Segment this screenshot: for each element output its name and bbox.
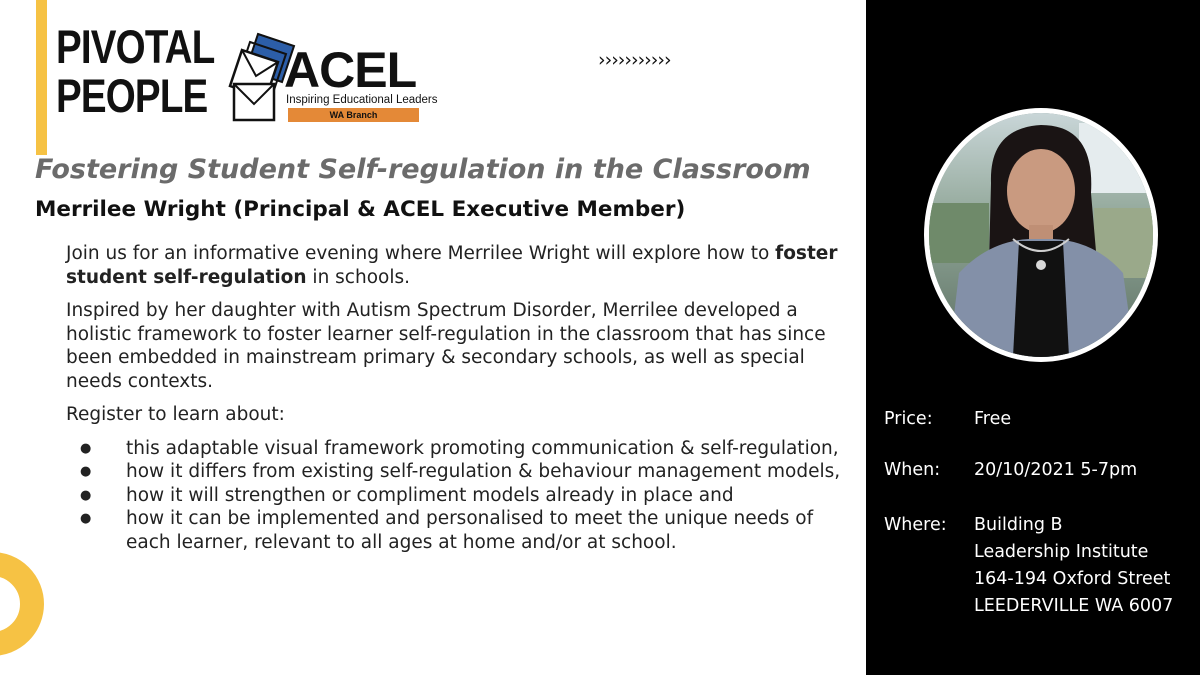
intro-text-start: Join us for an informative evening where Merrilee Wright will explore how to <box>66 243 776 264</box>
price-label: Price: <box>884 409 933 429</box>
chevron-decoration: ››››››››››› <box>598 49 671 71</box>
price-value: Free <box>974 409 1012 429</box>
address-line: Building B <box>974 515 1063 535</box>
event-details-sidebar <box>866 0 1200 675</box>
acel-wordmark: ACEL <box>284 42 417 98</box>
where-address <box>974 512 1173 620</box>
address-line: Leadership Institute <box>974 542 1149 562</box>
learning-points-list <box>66 437 866 555</box>
intro-paragraph <box>66 242 866 289</box>
register-label: Register to learn about: <box>66 404 285 425</box>
background-paragraph: Inspired by her daughter with Autism Spectrum Disorder, Merrilee developed a holistic framework to foster learner self-regulation in the classroom that has since been embedded in mainstream primary & secondary schools, as well as special needs contexts. <box>66 300 826 392</box>
yellow-accent-bar <box>36 0 47 155</box>
address-line: LEEDERVILLE WA 6007 <box>974 596 1174 616</box>
intro-text-end: in schools. <box>306 266 411 288</box>
pivotal-people-logo <box>56 22 214 120</box>
event-description <box>66 242 866 554</box>
address-line: 164-194 Oxford Street <box>974 569 1171 589</box>
acel-tagline: Inspiring Educational Leaders <box>286 94 438 106</box>
acel-branch-label: WA Branch <box>288 108 419 122</box>
list-item: ● how it can be implemented and personalised to meet the unique needs of each learner, relevant to all ages at home and/or at school. <box>66 507 856 554</box>
list-item: ● this adaptable visual framework promoting communication & self-regulation, <box>66 437 856 461</box>
speaker-photo <box>924 108 1158 362</box>
yellow-ring-decoration <box>0 552 44 656</box>
event-title: Fostering Student Self-regulation in the Classroom <box>35 154 811 185</box>
pivotal-logo-line1: PIVOTAL <box>56 20 215 73</box>
event-speaker: Merrilee Wright (Principal & ACEL Executive Member) <box>35 197 686 222</box>
acel-logo <box>228 28 438 124</box>
intro-highlight: foster student self-regulation <box>66 243 838 288</box>
list-item: ● how it differs from existing self-regulation & behaviour management models, <box>66 460 856 484</box>
when-label: When: <box>884 460 941 480</box>
list-item: ● how it will strengthen or compliment models already in place and <box>66 484 856 508</box>
where-label: Where: <box>884 515 947 535</box>
speaker-portrait-image <box>929 113 1153 357</box>
when-value: 20/10/2021 5-7pm <box>974 460 1138 480</box>
pivotal-logo-line2: PEOPLE <box>56 69 208 122</box>
